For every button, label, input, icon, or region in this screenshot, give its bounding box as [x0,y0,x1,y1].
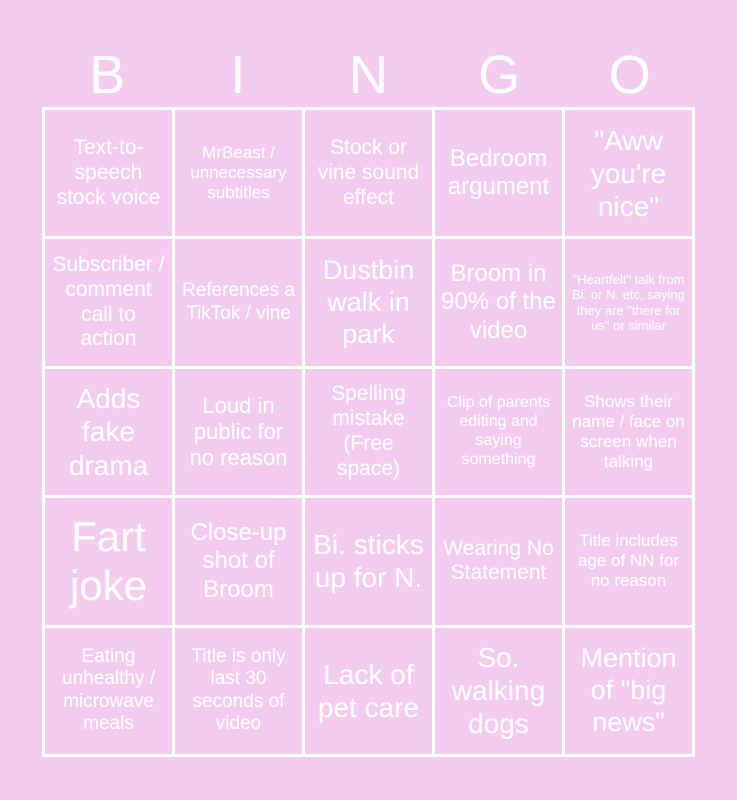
bingo-cell[interactable]: Stock or vine sound effect [305,110,432,236]
bingo-cell[interactable]: So. walking dogs [435,628,562,754]
bingo-cell[interactable]: Bedroom argument [435,110,562,236]
bingo-cell[interactable]: Dustbin walk in park [305,239,432,365]
bingo-cell[interactable]: References a TikTok / vine [175,239,302,365]
header-letter-o: O [608,45,651,105]
bingo-cell[interactable]: Bi. sticks up for N. [305,498,432,624]
bingo-cell[interactable]: Text-to-speech stock voice [45,110,172,236]
bingo-header [42,44,695,106]
bingo-cell[interactable]: Adds fake drama [45,369,172,495]
bingo-cell[interactable]: Lack of pet care [305,628,432,754]
bingo-cell[interactable]: Wearing No Statement [435,498,562,624]
bingo-cell[interactable]: Shows their name / face on screen when talking [565,369,692,495]
bingo-board [42,107,695,757]
bingo-cell[interactable]: Mention of "big news" [565,628,692,754]
bingo-cell[interactable]: Close-up shot of Broom [175,498,302,624]
bingo-cell[interactable]: "Heartfelt" talk from Bi. or N. etc, saying they are "there for us" or similar [565,239,692,365]
bingo-cell[interactable]: Title is only last 30 seconds of video [175,628,302,754]
bingo-cell-free-space[interactable]: Spelling mistake (Free space) [305,369,432,495]
bingo-cell[interactable]: Title includes age of NN for no reason [565,498,692,624]
header-letter-b: B [89,45,126,105]
bingo-cell[interactable]: "Aww you're nice" [565,110,692,236]
bingo-cell[interactable]: Subscriber / comment call to action [45,239,172,365]
header-letter-g: G [478,45,521,105]
header-letter-i: I [230,45,246,105]
bingo-cell[interactable]: Loud in public for no reason [175,369,302,495]
header-letter-n: N [348,45,388,105]
bingo-cell[interactable]: MrBeast / unnecessary subtitles [175,110,302,236]
bingo-cell[interactable]: Broom in 90% of the video [435,239,562,365]
bingo-cell[interactable]: Fart joke [45,498,172,624]
bingo-cell[interactable]: Eating unhealthy / microwave meals [45,628,172,754]
bingo-cell[interactable]: Clip of parents editing and saying something [435,369,562,495]
